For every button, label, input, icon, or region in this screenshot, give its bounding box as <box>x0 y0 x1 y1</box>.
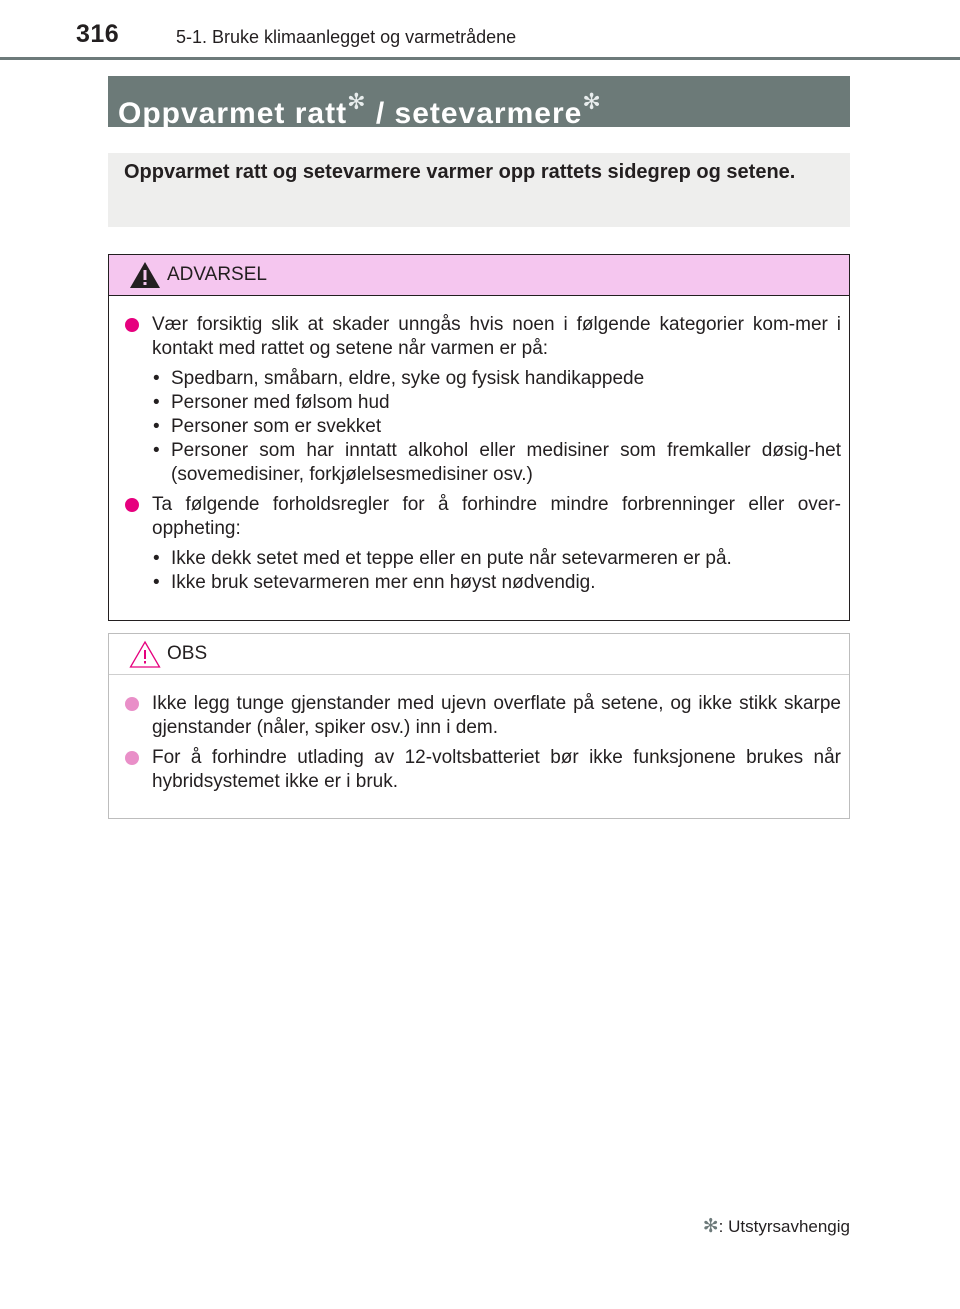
notice-label: OBS <box>167 643 208 664</box>
warning-box <box>108 254 850 621</box>
notice-box <box>108 633 850 819</box>
page-header <box>0 0 960 62</box>
title-star-1: ✻ <box>347 89 367 114</box>
caution-triangle-outline-icon <box>129 640 161 668</box>
bullet-dot <box>125 751 139 765</box>
warning-header <box>109 255 849 296</box>
notice-header <box>109 634 849 675</box>
title-part-2: / setevarmere <box>366 97 583 130</box>
list-item: • Personer med følsom hud <box>153 392 390 413</box>
chapter-title: 5-1. Bruke klimaanlegget og varmetrådene <box>176 27 517 47</box>
notice-item-2 <box>125 746 841 794</box>
notice-item-1-text: Ikke legg tunge gjenstander med ujevn overflate på setene, og ikke stikk skarpe gjenstander (nåler, spiker osv.) inn i dem. <box>152 693 841 738</box>
intro-text: Oppvarmet ratt og setevarmere varmer opp rattets sidegrep og setene. <box>124 161 796 183</box>
warning-item-1-list <box>125 367 841 487</box>
list-item: • Ikke dekk setet med et teppe eller en pute når setevarmeren er på. <box>153 548 732 569</box>
page-number: 316 <box>76 20 120 48</box>
bullet-dot <box>125 318 139 332</box>
list-item: • Spedbarn, småbarn, eldre, syke og fysisk handikappede <box>153 368 645 389</box>
notice-body <box>109 675 849 794</box>
intro-box <box>108 153 850 227</box>
footnote-star: ✻ <box>702 1216 719 1237</box>
list-item: • Personer som har inntatt alkohol eller medisiner som fremkaller døsig-het (sovemedisiner, forkjølelsesmedisiner osv.) <box>153 440 841 485</box>
warning-item-2-text: Ta følgende forholdsregler for å forhindre mindre forbrenninger eller over-oppheting: <box>152 494 841 539</box>
title-part-1: Oppvarmet ratt <box>118 97 348 130</box>
header-rule <box>0 57 960 60</box>
warning-item-2 <box>125 493 841 541</box>
warning-triangle-icon <box>129 261 161 289</box>
bullet-dot <box>125 498 139 512</box>
list-item: • Ikke bruk setevarmeren mer enn høyst nødvendig. <box>153 572 596 593</box>
notice-item-2-text: For å forhindre utlading av 12-voltsbatteriet bør ikke funksjonene brukes når hybridsystemet ikke er i bruk. <box>152 747 841 792</box>
section-title <box>108 76 850 130</box>
warning-item-1-text: Vær forsiktig slik at skader unngås hvis noen i følgende kategorier kom-mer i kontakt med rattet og setene når varmen er på: <box>152 314 841 359</box>
warning-body <box>109 296 849 595</box>
warning-item-1 <box>125 313 841 361</box>
warning-item-2-list <box>125 547 841 595</box>
notice-item-1 <box>125 692 841 740</box>
list-item: • Personer som er svekket <box>153 416 382 437</box>
footnote-text: : Utstyrsavhengig <box>718 1217 850 1236</box>
warning-label: ADVARSEL <box>167 264 267 285</box>
title-star-2: ✻ <box>582 89 602 114</box>
bullet-dot <box>125 697 139 711</box>
footnote <box>703 1215 850 1238</box>
